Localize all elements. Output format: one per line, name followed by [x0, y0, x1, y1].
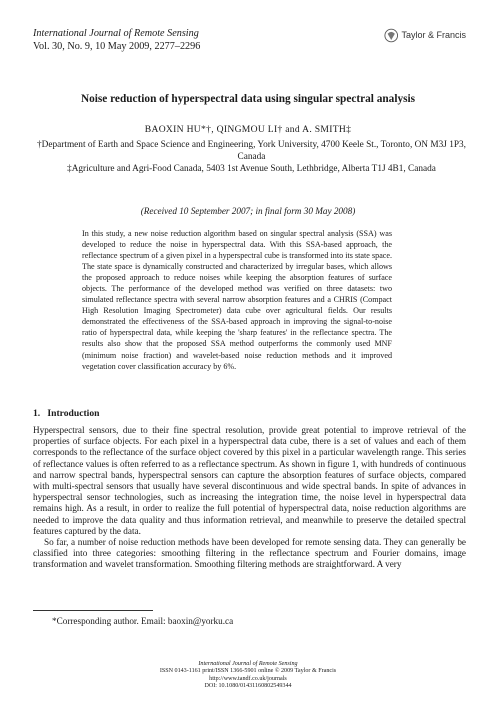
journal-header: [33, 27, 200, 53]
affiliation-2: ‡Agriculture and Agri-Food Canada, 5403 1st Avenue South, Lethbridge, Alberta T1J 4B1, Canada: [67, 164, 436, 174]
taylor-francis-logo-icon: [384, 28, 398, 43]
body-text: [33, 425, 466, 571]
received-dates: (Received 10 September 2007; in final form 30 May 2008): [140, 206, 356, 216]
journal-citation: Vol. 30, No. 9, 10 May 2009, 2277–2296: [33, 41, 201, 52]
footer-url: http://www.tandf.co.uk/journals: [209, 675, 287, 682]
abstract: In this study, a new noise reduction algorithm based on singular spectral analysis (SSA) was developed to reduce the noise in hyperspectral data. With this SSA-based approach, the reflectance spectrum of a given pixel in a hyperspectral cube is transformed into its state space. The state space is dynamically constructed and characterized by irregular bases, which allows the proposed approach to reduce noises while keeping the absorption features of surface objects. The performance of the developed method was verified on three datasets: two simulated reflectance spectra with several narrow absorption features and a CHRIS (Compact High Resolution Imaging Spectrometer) data cube over agricultural fields. Our results demonstrated the effectiveness of the SSA-based approach in improving the signal-to-noise ratio of hyperspectral data, while keeping the 'sharp features' in the reflectance spectra. The results also show that the proposed SSA method outperforms the commonly used MNF (minimum noise fraction) and wavelet-based noise reduction methods and it improved vegetation cover classification accuracy by 6%.: [82, 229, 392, 371]
journal-name: International Journal of Remote Sensing: [33, 28, 199, 39]
affiliation-1: †Department of Earth and Space Science and Engineering, York University, 4700 Keele St., Toronto, ON M3J 1P3, Canada: [37, 140, 466, 162]
section-heading: 1. Introduction: [33, 408, 100, 419]
publisher-logo: [384, 26, 466, 44]
paper-title: Noise reduction of hyperspectral data using singular spectral analysis: [80, 93, 416, 105]
author-list: BAOXIN HU*†, QINGMOU LI† and A. SMITH‡: [144, 124, 352, 135]
footer-doi: DOI: 10.1080/01431160802549344: [204, 682, 292, 689]
page-footer: [33, 661, 463, 690]
publisher-logo-text: Taylor & Francis: [401, 30, 466, 40]
footnote-divider: [33, 610, 153, 611]
footer-journal: International Journal of Remote Sensing: [198, 661, 298, 667]
paragraph: So far, a number of noise reduction methods have been developed for remote sensing data. They can generally be classified into three categories: smoothing filtering in the reflectance spectrum and Fourier domains, image transformation and wavelet transformation. Smoothing filtering methods are straightforward. A very: [33, 537, 466, 570]
footer-issn: ISSN 0143-1161 print/ISSN 1366-5901 online © 2009 Taylor & Francis: [159, 668, 337, 675]
footnote: *Corresponding author. Email: baoxin@yorku.ca: [52, 616, 234, 626]
paragraph: Hyperspectral sensors, due to their fine spectral resolution, provide great potential to improve retrieval of the properties of surface objects. For each pixel in a hyperspectral data cube, there is a set of values and each of them corresponds to the reflectance of the surface object covered by this pixel in a particular wavelength range. This series of reflectance values is often referred to as a reflectance spectrum. As shown in figure 1, with hundreds of continuous and narrow spectral bands, hyperspectral sensors can capture the absorption features of surface objects, compared with multi-spectral sensors that usually have several discontinuous and wide spectral bands. In spite of advances in hyperspectral sensor technologies, such as increasing the integration time, the noise level in hyperspectral data remains high. As a result, in order to realize the full potential of hyperspectral data, noise reduction algorithms are needed to improve the data quality and thus information retrieval, and meanwhile to preserve the detailed spectral features captured by the data.: [33, 425, 466, 536]
